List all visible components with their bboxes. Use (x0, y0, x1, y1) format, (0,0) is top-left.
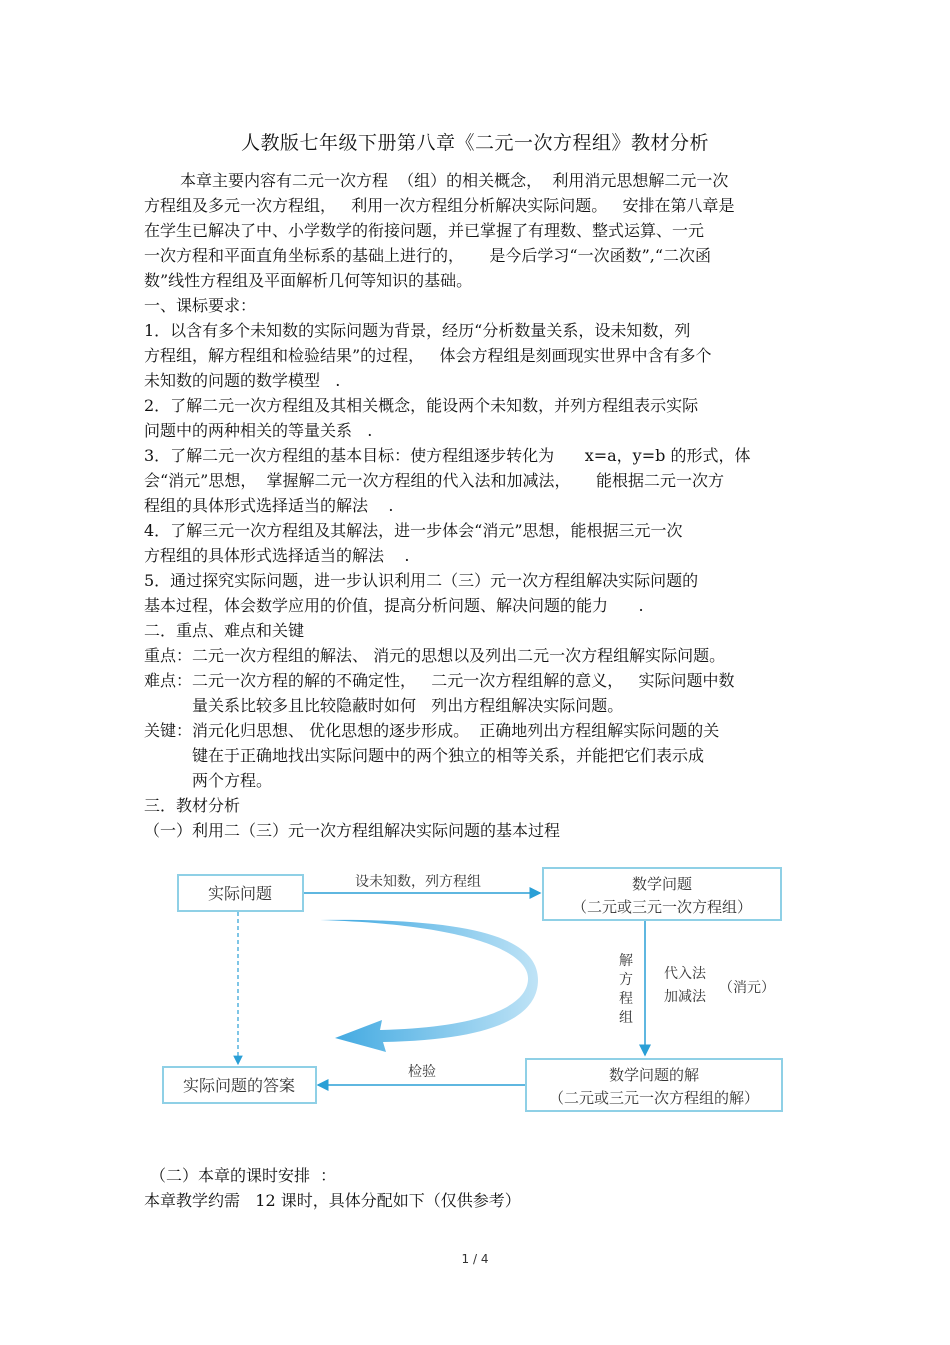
requirement-line: 基本过程，体会数学应用的价值，提高分析问题、解决问题的能力 . (144, 596, 644, 615)
requirement-line: 1．以含有多个未知数的实际问题为背景，经历“分析数量关系，设未知数，列 (144, 321, 691, 340)
subsection-heading: （二）本章的课时安排 ： (150, 1166, 337, 1185)
crux-line: 键在于正确地找出实际问题中的两个独立的相等关系，并能把它们表示成 (192, 746, 705, 765)
document-body (144, 168, 814, 843)
page-number: 1 / 4 (461, 1252, 489, 1266)
requirement-line: 方程组的具体形式选择适当的解法 . (144, 546, 410, 565)
box-math-solution-line1: 数学问题的解 (608, 1066, 700, 1084)
process-diagram (150, 860, 800, 1120)
method-substitution: 代入法 (664, 966, 706, 982)
document-title: 人教版七年级下册第八章《二元一次方程组》教材分析 (240, 132, 709, 154)
schedule-section (144, 1163, 814, 1213)
solve-char: 方 (619, 972, 633, 988)
box-math-problem-line2: （二元或三元一次方程组） (571, 898, 753, 916)
intro-line: 方程组及多元一次方程组， 利用一次方程组分析解决实际问题。 安排在第八章是 (144, 196, 735, 215)
box-math-solution-line2: （二元或三元一次方程组的解） (548, 1089, 760, 1107)
box-math-problem-line1: 数学问题 (631, 875, 693, 893)
requirement-line: 3．了解二元一次方程组的基本目标：使方程组逐步转化为 x=a，y=b 的形式，体 (144, 446, 751, 465)
section-heading: 二．重点、难点和关键 (144, 621, 305, 640)
subsection-heading: （一）利用二（三）元一次方程组解决实际问题的基本过程 (144, 821, 561, 840)
crux-line: 关键：消元化归思想、 优化思想的逐步形成。 正确地列出方程组解实际问题的关 (144, 721, 720, 740)
requirement-line: 2．了解二元一次方程组及其相关概念，能设两个未知数，并列方程组表示实际 (144, 396, 699, 415)
intro-line: 数”线性方程组及平面解析几何等知识的基础。 (144, 271, 473, 290)
key-point-line: 重点：二元一次方程组的解法、 消元的思想以及列出二元一次方程组解实际问题。 (144, 646, 726, 665)
requirement-line: 方程组，解方程组和检验结果”的过程， 体会方程组是刻画现实世界中含有多个 (144, 346, 712, 365)
arrow-top-label: 设未知数，列方程组 (355, 874, 481, 890)
solve-char: 组 (619, 1010, 633, 1026)
box-real-problem-label: 实际问题 (207, 884, 273, 903)
intro-line: 一次方程和平面直角坐标系的基础上进行的， 是今后学习“一次函数”,“二次函 (144, 246, 712, 265)
requirement-line: 问题中的两种相关的等量关系 . (144, 421, 373, 440)
requirement-line: 会“消元”思想， 掌握解二元一次方程组的代入法和加减法， 能根据二元一次方 (144, 471, 724, 490)
difficulty-line: 量关系比较多且比较隐蔽时如何 列出方程组解决实际问题。 (192, 696, 624, 715)
method-addition: 加减法 (664, 989, 706, 1005)
crux-line: 两个方程。 (192, 771, 273, 790)
curved-arrow-icon (320, 920, 538, 1052)
solve-char: 解 (619, 953, 633, 969)
difficulty-line: 难点：二元一次方程的解的不确定性， 二元一次方程组解的意义， 实际问题中数 (144, 671, 735, 690)
box-answer-label: 实际问题的答案 (182, 1076, 296, 1095)
requirement-line: 5．通过探究实际问题，进一步认识利用二（三）元一次方程组解决实际问题的 (144, 571, 699, 590)
solve-char: 程 (619, 991, 633, 1007)
requirement-line: 4．了解三元一次方程组及其解法，进一步体会“消元”思想，能根据三元一次 (144, 521, 683, 540)
section-heading: 三．教材分析 (144, 796, 241, 815)
intro-line: 本章主要内容有二元一次方程 （组）的相关概念， 利用消元思想解二元一次 (180, 171, 729, 190)
elimination-label: （消元） (719, 980, 775, 996)
hours-line: 本章教学约需 12 课时，具体分配如下（仅供参考） (144, 1191, 521, 1210)
section-heading: 一、课标要求： (144, 296, 257, 315)
intro-line: 在学生已解决了中、小学数学的衔接问题，并已掌握了有理数、整式运算、一元 (144, 221, 705, 240)
arrow-bottom-label: 检验 (408, 1064, 436, 1080)
requirement-line: 程组的具体形式选择适当的解法 . (144, 496, 394, 515)
requirement-line: 未知数的问题的数学模型 . (144, 371, 341, 390)
